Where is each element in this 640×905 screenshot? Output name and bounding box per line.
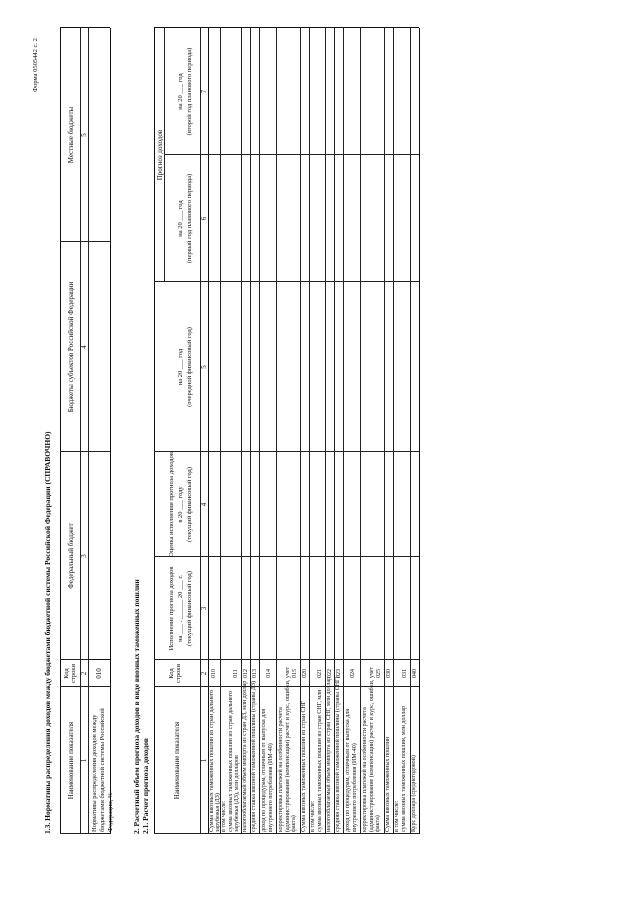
row-code: 022 [327, 669, 333, 678]
forecast-group-header: Прогноз доходов [156, 129, 164, 181]
colnum: 1 [80, 758, 88, 763]
colnum: 5 [200, 365, 208, 369]
row-code: 024 [350, 669, 356, 678]
row-name: корректировка платежей на особенности расчета (администрирование (компенсации) расчет и курс, ошибки, учет факта) [362, 666, 381, 832]
colnum: 6 [200, 216, 208, 221]
colnum: 7 [200, 89, 208, 94]
col-name-header: Наименование показателя [173, 721, 181, 800]
row-name: в том числе: сумма ввозных таможенных пошлин из стран СНГ, млн [310, 689, 323, 832]
row-name: налогооблагаемый объем импорта из стран ДЗ, млн доллар [242, 680, 248, 832]
col-next-year-note: (очередной финансовый год) [186, 327, 193, 407]
colnum: 4 [200, 502, 208, 507]
colnum: 4 [80, 345, 88, 349]
colnum: 3 [80, 554, 88, 558]
col-estimate-year: в 20 ___ году [177, 486, 184, 523]
col-code-header: Код строки [168, 664, 182, 683]
row-code: 040 [412, 669, 418, 678]
row-code: 015 [292, 669, 298, 678]
colnum: 1 [200, 758, 208, 763]
norms-row-code: 010 [95, 668, 103, 679]
row-code: 013 [252, 669, 258, 678]
col-plan1-header: на 20 ___ год [177, 200, 184, 237]
norms-row-name: Нормативы распределения доходов между бюджетами бюджетной системы Российской Федерации, % [91, 708, 114, 832]
document-page [20, 22, 620, 882]
row-code: 020 [302, 669, 308, 678]
row-code: 011 [233, 669, 239, 678]
col-plan2-header: на 20 ___ год [177, 73, 184, 110]
row-name: доход по процедурам, отличным от выпуска для внутреннего потребления (ИМ-40) [345, 708, 358, 832]
col-name-header: Наименование показателя [67, 721, 75, 800]
row-code: 012 [243, 669, 249, 678]
row-code: 031 [402, 669, 408, 678]
col-execution-header: Исполнение прогноза доходов [168, 566, 175, 651]
col-execution-date: на ___ . ______ 20 ___ г. [177, 575, 184, 642]
row-code: 023 [336, 669, 342, 678]
section-2-1-subtitle: 2.1. Расчет прогноза доходов [141, 738, 150, 834]
section-2-title: 2. Расчетный объем прогноза доходов в виде ввозных таможенных пошлин [132, 579, 141, 834]
row-code: 014 [266, 669, 272, 678]
row-code: 025 [376, 669, 382, 678]
row-name: корректировка платежей на особенности расчета (администрирование (компенсации) расчет и курс, ошибки, учет факта) [278, 666, 297, 832]
col-estimate-header: Оценка исполнения прогноза доходов [168, 452, 175, 557]
row-name: в том числе: сумма ввозных таможенных пошлин из стран дальнего зарубежья (ДЗ), млн долларов [221, 691, 240, 832]
col-subjects-header: Бюджеты субъектов Российской Федерации [67, 281, 75, 413]
row-name: Курс доллара (среднегодовой) [411, 755, 417, 832]
colnum: 2 [200, 671, 208, 676]
colnum: 3 [200, 606, 208, 611]
row-code: 030 [386, 669, 392, 678]
col-code-header: Код строки [63, 664, 77, 683]
section-1-3-title: 1.3. Нормативы распределения доходов между бюджетами бюджетной системы Российской Федерации (СПРАВОЧНО) [43, 431, 52, 834]
colnum: 5 [80, 133, 88, 137]
col-plan2-note: (второй год планового периода) [186, 47, 193, 136]
row-code: 021 [317, 669, 323, 678]
col-plan1-note: (первый год планового периода) [186, 173, 193, 264]
row-name: Сумма ввозных таможенных пошлин из стран СНГ [301, 700, 307, 832]
row-name: средняя ставка ввозной таможенной пошлины (страны ДЗ) [251, 681, 257, 832]
colnum: 2 [80, 671, 88, 676]
col-estimate-note: (текущий финансовый год) [186, 466, 193, 543]
row-code: 010 [211, 669, 217, 678]
col-local-header: Местные бюджеты [67, 106, 75, 164]
row-name: Сумма ввозных таможенных пошлин [385, 736, 391, 832]
row-name: доход по процедурам, отличным от выпуска для внутреннего потребления (ИМ-40) [261, 708, 274, 832]
col-execution-note: (текущий финансовый год) [186, 570, 193, 647]
form-label: Форма 0505442 с. 2 [32, 38, 39, 92]
row-name: налогооблагаемый объем импорта из стран СНГ, млн доллар [326, 676, 332, 832]
row-name: средняя ставка ввозной таможенной пошлины (страны СНГ) [335, 676, 341, 832]
row-name: Сумма ввозных таможенных пошлин из стран дальнего зарубежья (ДЗ) [209, 689, 221, 832]
row-name: в том числе: сумма ввозных таможенных пошлин, млн доллар [394, 705, 407, 832]
col-next-year-header: на 20 ___ год [177, 348, 184, 386]
col-federal-header: Федеральный бюджет [67, 523, 75, 589]
